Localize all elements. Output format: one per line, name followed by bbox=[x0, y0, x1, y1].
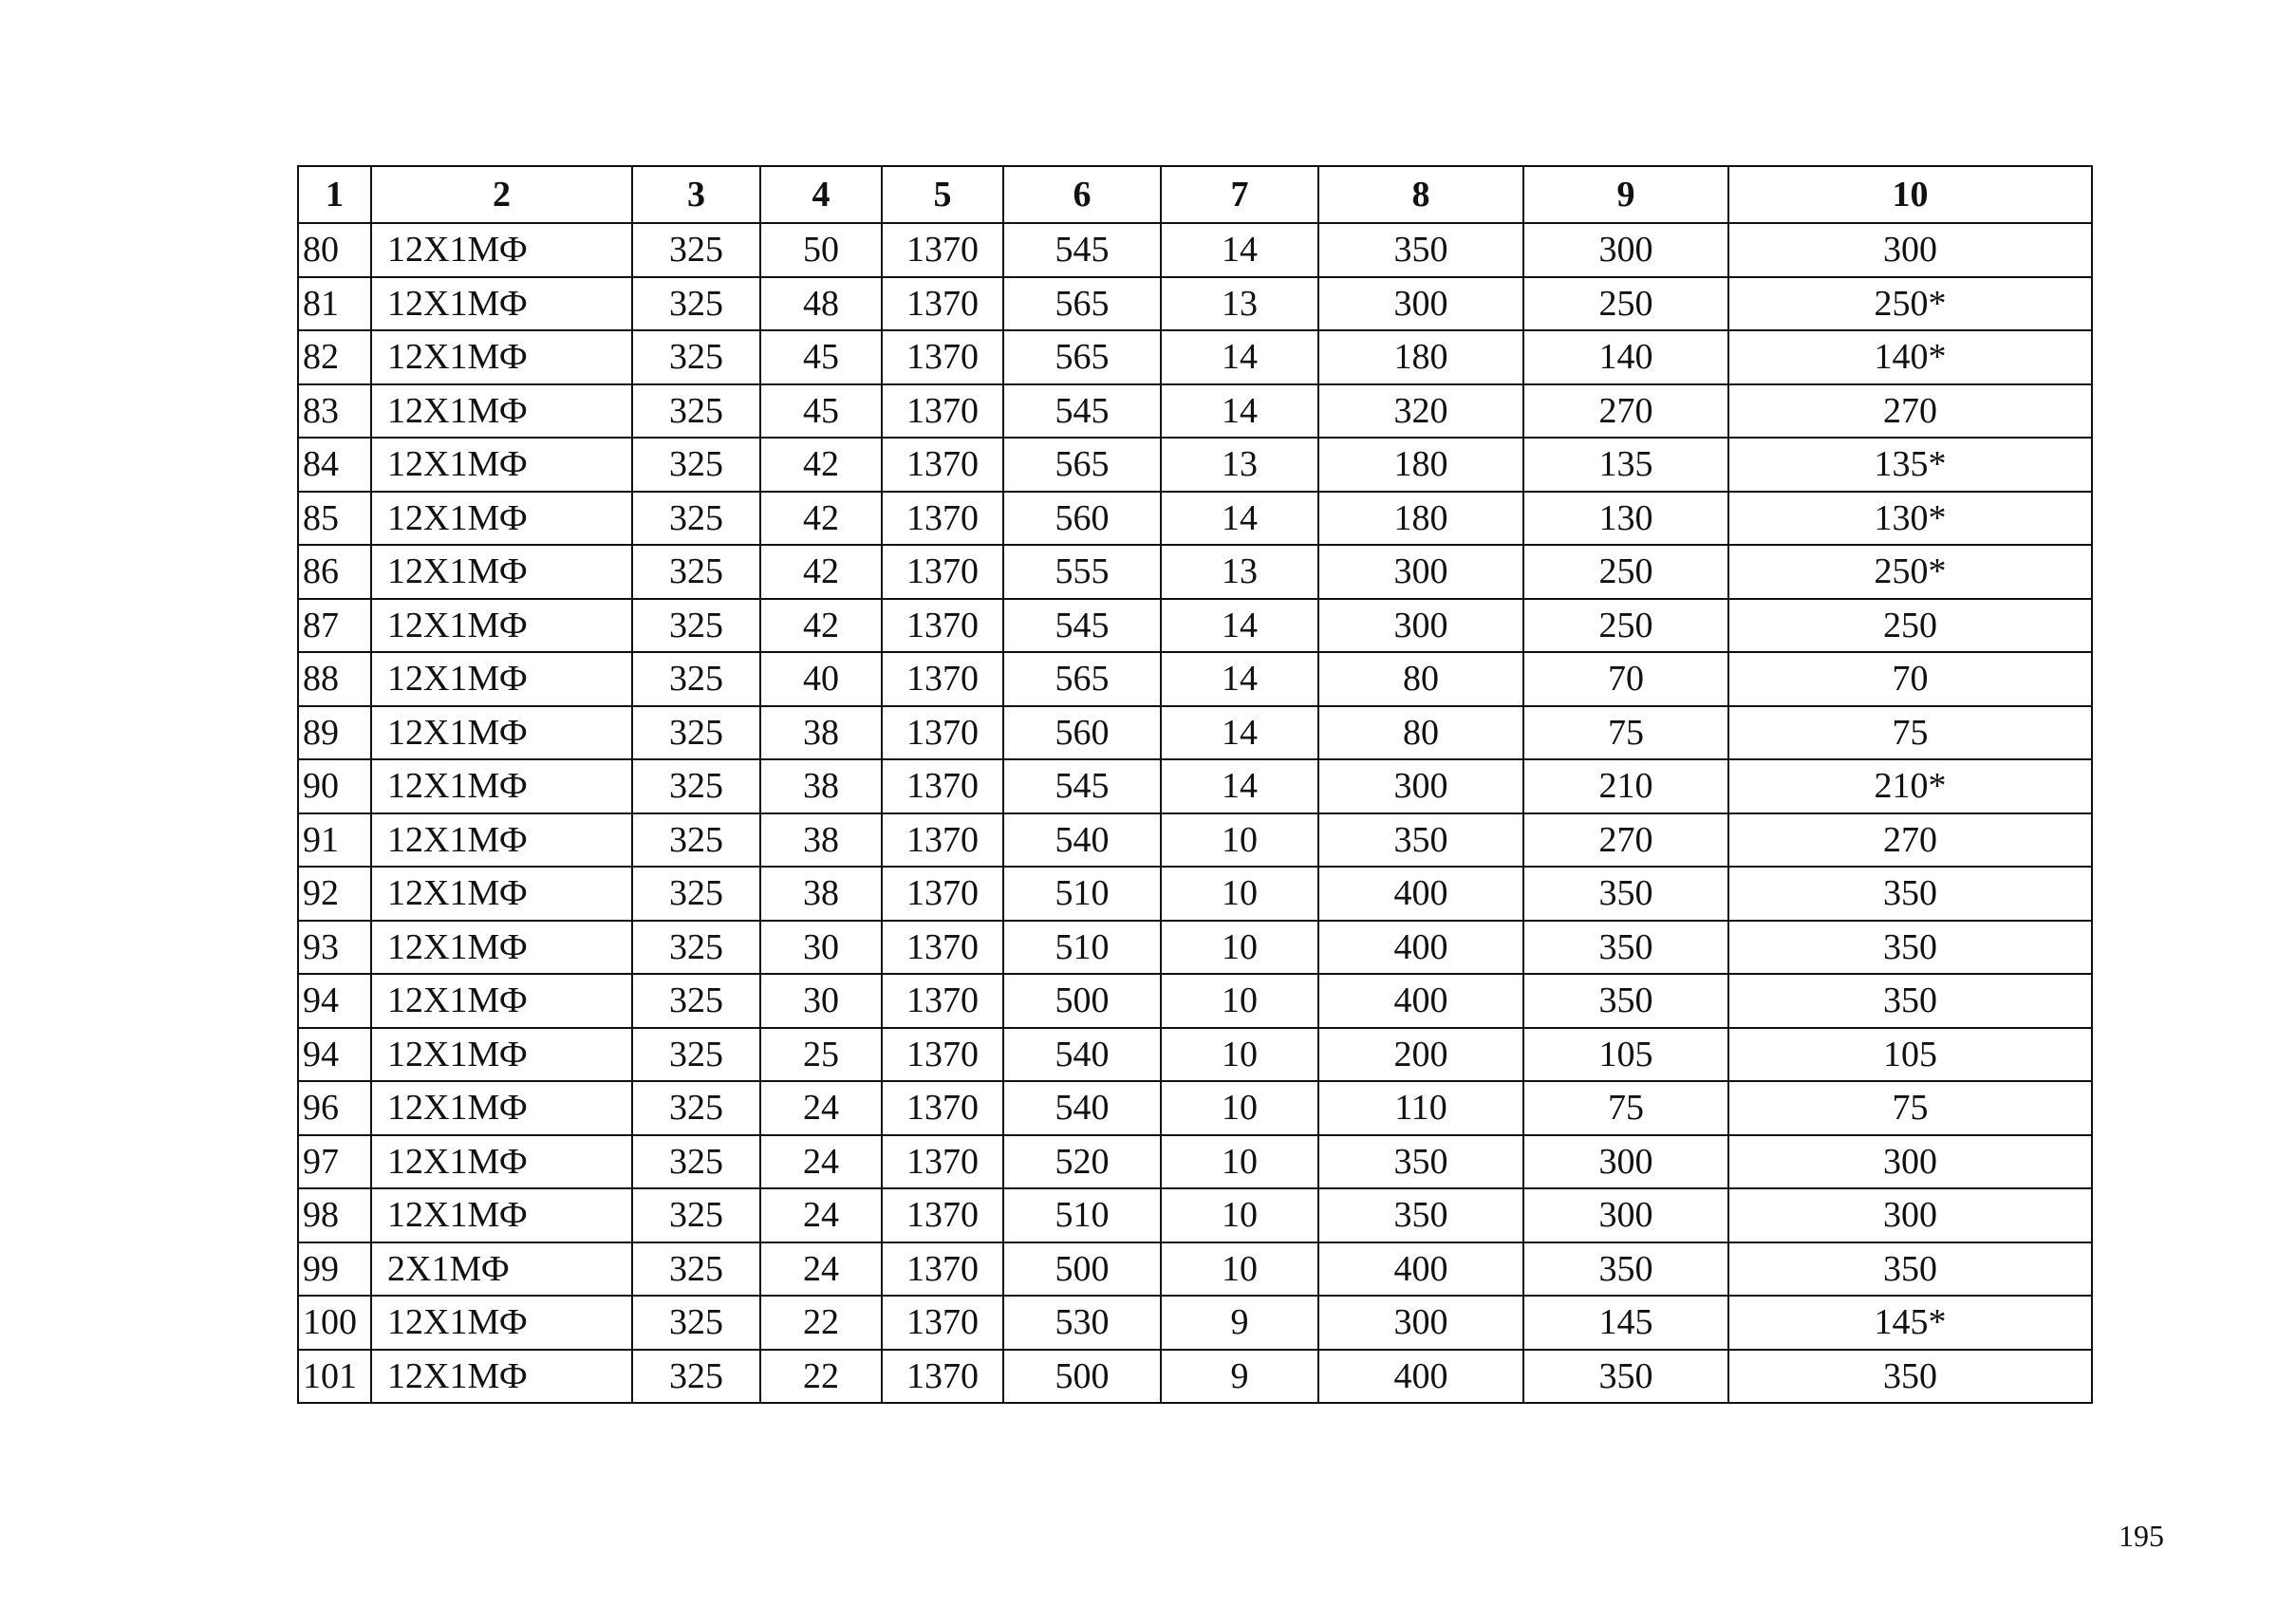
table-cell: 12Х1МФ bbox=[371, 223, 632, 277]
table-cell: 350 bbox=[1523, 974, 1728, 1028]
table-cell: 270 bbox=[1728, 384, 2092, 439]
table-cell: 560 bbox=[1003, 706, 1161, 760]
table-cell: 530 bbox=[1003, 1296, 1161, 1350]
table-cell: 1370 bbox=[882, 1296, 1003, 1350]
table-cell: 24 bbox=[760, 1242, 882, 1297]
table-cell: 350 bbox=[1318, 1135, 1523, 1189]
table-cell: 325 bbox=[632, 1350, 760, 1404]
table-cell: 101 bbox=[298, 1350, 371, 1404]
table-cell: 38 bbox=[760, 706, 882, 760]
table-header-row bbox=[298, 166, 2092, 223]
table-row bbox=[298, 330, 2092, 384]
table-cell: 1370 bbox=[882, 759, 1003, 813]
table-cell: 1370 bbox=[882, 1188, 1003, 1242]
table-cell: 110 bbox=[1318, 1081, 1523, 1135]
table-cell: 93 bbox=[298, 921, 371, 975]
table-cell: 45 bbox=[760, 330, 882, 384]
table-cell: 540 bbox=[1003, 1081, 1161, 1135]
table-cell: 24 bbox=[760, 1188, 882, 1242]
table-cell: 145 bbox=[1523, 1296, 1728, 1350]
table-row bbox=[298, 706, 2092, 760]
table-cell: 130 bbox=[1523, 492, 1728, 546]
table-cell: 565 bbox=[1003, 277, 1161, 331]
table-cell: 96 bbox=[298, 1081, 371, 1135]
table-row bbox=[298, 974, 2092, 1028]
table-cell: 14 bbox=[1161, 652, 1318, 706]
column-header-4: 4 bbox=[760, 166, 882, 223]
table-cell: 80 bbox=[1318, 706, 1523, 760]
table-cell: 80 bbox=[1318, 652, 1523, 706]
table-cell: 80 bbox=[298, 223, 371, 277]
table-cell: 10 bbox=[1161, 813, 1318, 868]
table-cell: 12Х1МФ bbox=[371, 1081, 632, 1135]
table-cell: 250* bbox=[1728, 545, 2092, 599]
table-cell: 40 bbox=[760, 652, 882, 706]
table-cell: 1370 bbox=[882, 330, 1003, 384]
table-cell: 84 bbox=[298, 438, 371, 492]
table-cell: 38 bbox=[760, 813, 882, 868]
table-cell: 1370 bbox=[882, 921, 1003, 975]
table-cell: 9 bbox=[1161, 1350, 1318, 1404]
table-cell: 565 bbox=[1003, 330, 1161, 384]
table-cell: 350 bbox=[1523, 1350, 1728, 1404]
table-cell: 145* bbox=[1728, 1296, 2092, 1350]
table-cell: 86 bbox=[298, 545, 371, 599]
table-cell: 12Х1МФ bbox=[371, 652, 632, 706]
table-cell: 12Х1МФ bbox=[371, 706, 632, 760]
table-cell: 10 bbox=[1161, 974, 1318, 1028]
column-header-7: 7 bbox=[1161, 166, 1318, 223]
table-cell: 270 bbox=[1728, 813, 2092, 868]
table-row bbox=[298, 921, 2092, 975]
table-cell: 1370 bbox=[882, 384, 1003, 439]
table-row bbox=[298, 1081, 2092, 1135]
table-cell: 540 bbox=[1003, 1028, 1161, 1082]
table-cell: 12Х1МФ bbox=[371, 1188, 632, 1242]
table-cell: 325 bbox=[632, 867, 760, 921]
table-cell: 10 bbox=[1161, 1242, 1318, 1297]
table-cell: 10 bbox=[1161, 1188, 1318, 1242]
table-cell: 75 bbox=[1728, 1081, 2092, 1135]
table-cell: 70 bbox=[1523, 652, 1728, 706]
table-cell: 325 bbox=[632, 1188, 760, 1242]
table-cell: 270 bbox=[1523, 384, 1728, 439]
table-row bbox=[298, 759, 2092, 813]
table-cell: 130* bbox=[1728, 492, 2092, 546]
table-cell: 180 bbox=[1318, 438, 1523, 492]
column-header-9: 9 bbox=[1523, 166, 1728, 223]
table-cell: 1370 bbox=[882, 223, 1003, 277]
table-cell: 250 bbox=[1523, 277, 1728, 331]
table-cell: 14 bbox=[1161, 759, 1318, 813]
table-cell: 83 bbox=[298, 384, 371, 439]
table-cell: 325 bbox=[632, 1242, 760, 1297]
table-row bbox=[298, 652, 2092, 706]
table-row bbox=[298, 599, 2092, 653]
table-cell: 75 bbox=[1523, 1081, 1728, 1135]
table-cell: 400 bbox=[1318, 867, 1523, 921]
table-cell: 70 bbox=[1728, 652, 2092, 706]
table-cell: 94 bbox=[298, 974, 371, 1028]
table-cell: 1370 bbox=[882, 974, 1003, 1028]
table-cell: 81 bbox=[298, 277, 371, 331]
table-cell: 510 bbox=[1003, 1188, 1161, 1242]
table-cell: 135* bbox=[1728, 438, 2092, 492]
table-cell: 12Х1МФ bbox=[371, 759, 632, 813]
table-cell: 325 bbox=[632, 1028, 760, 1082]
table-cell: 105 bbox=[1523, 1028, 1728, 1082]
table-cell: 12Х1МФ bbox=[371, 545, 632, 599]
table-cell: 325 bbox=[632, 1296, 760, 1350]
table-cell: 325 bbox=[632, 492, 760, 546]
table-cell: 180 bbox=[1318, 492, 1523, 546]
table-cell: 325 bbox=[632, 330, 760, 384]
table-cell: 30 bbox=[760, 921, 882, 975]
table-cell: 13 bbox=[1161, 545, 1318, 599]
table-cell: 350 bbox=[1728, 921, 2092, 975]
table-cell: 24 bbox=[760, 1135, 882, 1189]
table-cell: 300 bbox=[1523, 223, 1728, 277]
table-cell: 10 bbox=[1161, 867, 1318, 921]
table-cell: 510 bbox=[1003, 921, 1161, 975]
table-cell: 520 bbox=[1003, 1135, 1161, 1189]
table-cell: 325 bbox=[632, 652, 760, 706]
table-cell: 210* bbox=[1728, 759, 2092, 813]
column-header-5: 5 bbox=[882, 166, 1003, 223]
table-cell: 75 bbox=[1728, 706, 2092, 760]
table-cell: 1370 bbox=[882, 1028, 1003, 1082]
table-cell: 1370 bbox=[882, 706, 1003, 760]
table-cell: 325 bbox=[632, 974, 760, 1028]
table-cell: 350 bbox=[1318, 813, 1523, 868]
table-row bbox=[298, 1135, 2092, 1189]
table-cell: 300 bbox=[1523, 1135, 1728, 1189]
table-cell: 12Х1МФ bbox=[371, 330, 632, 384]
table-cell: 100 bbox=[298, 1296, 371, 1350]
table-cell: 10 bbox=[1161, 1028, 1318, 1082]
table-cell: 510 bbox=[1003, 867, 1161, 921]
table-row bbox=[298, 1188, 2092, 1242]
table-cell: 325 bbox=[632, 1081, 760, 1135]
table-cell: 545 bbox=[1003, 223, 1161, 277]
table-cell: 1370 bbox=[882, 438, 1003, 492]
table-cell: 325 bbox=[632, 706, 760, 760]
table-cell: 500 bbox=[1003, 1350, 1161, 1404]
table-cell: 10 bbox=[1161, 921, 1318, 975]
page-number: 195 bbox=[2119, 1519, 2164, 1553]
table-cell: 12Х1МФ bbox=[371, 867, 632, 921]
table-cell: 210 bbox=[1523, 759, 1728, 813]
table-cell: 325 bbox=[632, 545, 760, 599]
table-cell: 140* bbox=[1728, 330, 2092, 384]
table-cell: 250 bbox=[1523, 545, 1728, 599]
table-cell: 180 bbox=[1318, 330, 1523, 384]
table-cell: 12Х1МФ bbox=[371, 921, 632, 975]
table-cell: 98 bbox=[298, 1188, 371, 1242]
table-cell: 1370 bbox=[882, 1135, 1003, 1189]
table-cell: 75 bbox=[1523, 706, 1728, 760]
table-cell: 300 bbox=[1318, 759, 1523, 813]
table-cell: 350 bbox=[1728, 974, 2092, 1028]
table-cell: 1370 bbox=[882, 599, 1003, 653]
table-row bbox=[298, 1296, 2092, 1350]
table-cell: 350 bbox=[1318, 223, 1523, 277]
table-cell: 1370 bbox=[882, 545, 1003, 599]
table-cell: 325 bbox=[632, 599, 760, 653]
table-row bbox=[298, 1350, 2092, 1404]
table-cell: 82 bbox=[298, 330, 371, 384]
table-cell: 12Х1МФ bbox=[371, 438, 632, 492]
table-cell: 92 bbox=[298, 867, 371, 921]
table-cell: 12Х1МФ bbox=[371, 277, 632, 331]
table-cell: 300 bbox=[1728, 223, 2092, 277]
table-cell: 545 bbox=[1003, 759, 1161, 813]
table-cell: 14 bbox=[1161, 384, 1318, 439]
table-cell: 14 bbox=[1161, 599, 1318, 653]
table-cell: 105 bbox=[1728, 1028, 2092, 1082]
table-cell: 350 bbox=[1523, 867, 1728, 921]
table-row bbox=[298, 492, 2092, 546]
table-cell: 88 bbox=[298, 652, 371, 706]
table-cell: 12Х1МФ bbox=[371, 492, 632, 546]
table-row bbox=[298, 867, 2092, 921]
table-row bbox=[298, 1028, 2092, 1082]
table-cell: 250 bbox=[1728, 599, 2092, 653]
table-cell: 325 bbox=[632, 1135, 760, 1189]
table-cell: 12Х1МФ bbox=[371, 1135, 632, 1189]
table-cell: 10 bbox=[1161, 1081, 1318, 1135]
table-cell: 545 bbox=[1003, 599, 1161, 653]
table-cell: 97 bbox=[298, 1135, 371, 1189]
table-body bbox=[298, 223, 2092, 1403]
table-cell: 300 bbox=[1318, 277, 1523, 331]
table-cell: 350 bbox=[1318, 1188, 1523, 1242]
table-cell: 45 bbox=[760, 384, 882, 439]
table-cell: 13 bbox=[1161, 277, 1318, 331]
table-cell: 325 bbox=[632, 277, 760, 331]
table-cell: 400 bbox=[1318, 1350, 1523, 1404]
table-cell: 300 bbox=[1318, 1296, 1523, 1350]
table-cell: 350 bbox=[1728, 867, 2092, 921]
table-row bbox=[298, 223, 2092, 277]
table-cell: 140 bbox=[1523, 330, 1728, 384]
table-cell: 48 bbox=[760, 277, 882, 331]
table-cell: 350 bbox=[1523, 921, 1728, 975]
table-cell: 1370 bbox=[882, 1242, 1003, 1297]
table-cell: 22 bbox=[760, 1296, 882, 1350]
table-cell: 350 bbox=[1728, 1242, 2092, 1297]
table-cell: 91 bbox=[298, 813, 371, 868]
table-cell: 325 bbox=[632, 921, 760, 975]
table-cell: 400 bbox=[1318, 1242, 1523, 1297]
table-row bbox=[298, 384, 2092, 439]
table-cell: 300 bbox=[1728, 1135, 2092, 1189]
table-cell: 545 bbox=[1003, 384, 1161, 439]
table-cell: 25 bbox=[760, 1028, 882, 1082]
table-row bbox=[298, 1242, 2092, 1297]
table-cell: 325 bbox=[632, 384, 760, 439]
table-cell: 300 bbox=[1523, 1188, 1728, 1242]
table-cell: 300 bbox=[1318, 545, 1523, 599]
table-cell: 500 bbox=[1003, 974, 1161, 1028]
table-cell: 2Х1МФ bbox=[371, 1242, 632, 1297]
table-cell: 500 bbox=[1003, 1242, 1161, 1297]
table-cell: 50 bbox=[760, 223, 882, 277]
table-cell: 1370 bbox=[882, 492, 1003, 546]
table-cell: 42 bbox=[760, 438, 882, 492]
table-cell: 89 bbox=[298, 706, 371, 760]
table-cell: 12Х1МФ bbox=[371, 1296, 632, 1350]
table-cell: 94 bbox=[298, 1028, 371, 1082]
table-cell: 1370 bbox=[882, 652, 1003, 706]
table-cell: 325 bbox=[632, 223, 760, 277]
table-cell: 540 bbox=[1003, 813, 1161, 868]
table-cell: 12Х1МФ bbox=[371, 384, 632, 439]
column-header-2: 2 bbox=[371, 166, 632, 223]
table-cell: 99 bbox=[298, 1242, 371, 1297]
table-cell: 565 bbox=[1003, 652, 1161, 706]
table-cell: 250 bbox=[1523, 599, 1728, 653]
table-cell: 300 bbox=[1318, 599, 1523, 653]
table-cell: 270 bbox=[1523, 813, 1728, 868]
table-cell: 38 bbox=[760, 867, 882, 921]
table-cell: 1370 bbox=[882, 867, 1003, 921]
column-header-1: 1 bbox=[298, 166, 371, 223]
table-cell: 555 bbox=[1003, 545, 1161, 599]
table-cell: 12Х1МФ bbox=[371, 1350, 632, 1404]
table-cell: 400 bbox=[1318, 974, 1523, 1028]
table-cell: 1370 bbox=[882, 277, 1003, 331]
table-cell: 325 bbox=[632, 759, 760, 813]
table-cell: 325 bbox=[632, 438, 760, 492]
table-cell: 325 bbox=[632, 813, 760, 868]
table-cell: 12Х1МФ bbox=[371, 974, 632, 1028]
data-table bbox=[297, 165, 2093, 1404]
table-cell: 38 bbox=[760, 759, 882, 813]
table-cell: 200 bbox=[1318, 1028, 1523, 1082]
table-cell: 400 bbox=[1318, 921, 1523, 975]
table-cell: 14 bbox=[1161, 492, 1318, 546]
table-row bbox=[298, 277, 2092, 331]
table-cell: 250* bbox=[1728, 277, 2092, 331]
table-cell: 30 bbox=[760, 974, 882, 1028]
column-header-3: 3 bbox=[632, 166, 760, 223]
table-cell: 1370 bbox=[882, 1350, 1003, 1404]
table-cell: 320 bbox=[1318, 384, 1523, 439]
table-cell: 14 bbox=[1161, 330, 1318, 384]
table-cell: 13 bbox=[1161, 438, 1318, 492]
table-cell: 14 bbox=[1161, 706, 1318, 760]
table-row bbox=[298, 813, 2092, 868]
table-cell: 12Х1МФ bbox=[371, 1028, 632, 1082]
column-header-8: 8 bbox=[1318, 166, 1523, 223]
table-row bbox=[298, 438, 2092, 492]
table-cell: 350 bbox=[1523, 1242, 1728, 1297]
table-cell: 12Х1МФ bbox=[371, 813, 632, 868]
table-cell: 85 bbox=[298, 492, 371, 546]
table-cell: 12Х1МФ bbox=[371, 599, 632, 653]
table-cell: 90 bbox=[298, 759, 371, 813]
table-cell: 22 bbox=[760, 1350, 882, 1404]
table-cell: 565 bbox=[1003, 438, 1161, 492]
table-cell: 135 bbox=[1523, 438, 1728, 492]
table-row bbox=[298, 545, 2092, 599]
table-cell: 24 bbox=[760, 1081, 882, 1135]
column-header-6: 6 bbox=[1003, 166, 1161, 223]
table-cell: 1370 bbox=[882, 1081, 1003, 1135]
table-cell: 350 bbox=[1728, 1350, 2092, 1404]
table-cell: 560 bbox=[1003, 492, 1161, 546]
table-cell: 42 bbox=[760, 492, 882, 546]
table-cell: 14 bbox=[1161, 223, 1318, 277]
table-cell: 1370 bbox=[882, 813, 1003, 868]
table-cell: 87 bbox=[298, 599, 371, 653]
column-header-10: 10 bbox=[1728, 166, 2092, 223]
table-cell: 10 bbox=[1161, 1135, 1318, 1189]
table-cell: 42 bbox=[760, 545, 882, 599]
table-cell: 42 bbox=[760, 599, 882, 653]
table-cell: 300 bbox=[1728, 1188, 2092, 1242]
table-cell: 9 bbox=[1161, 1296, 1318, 1350]
